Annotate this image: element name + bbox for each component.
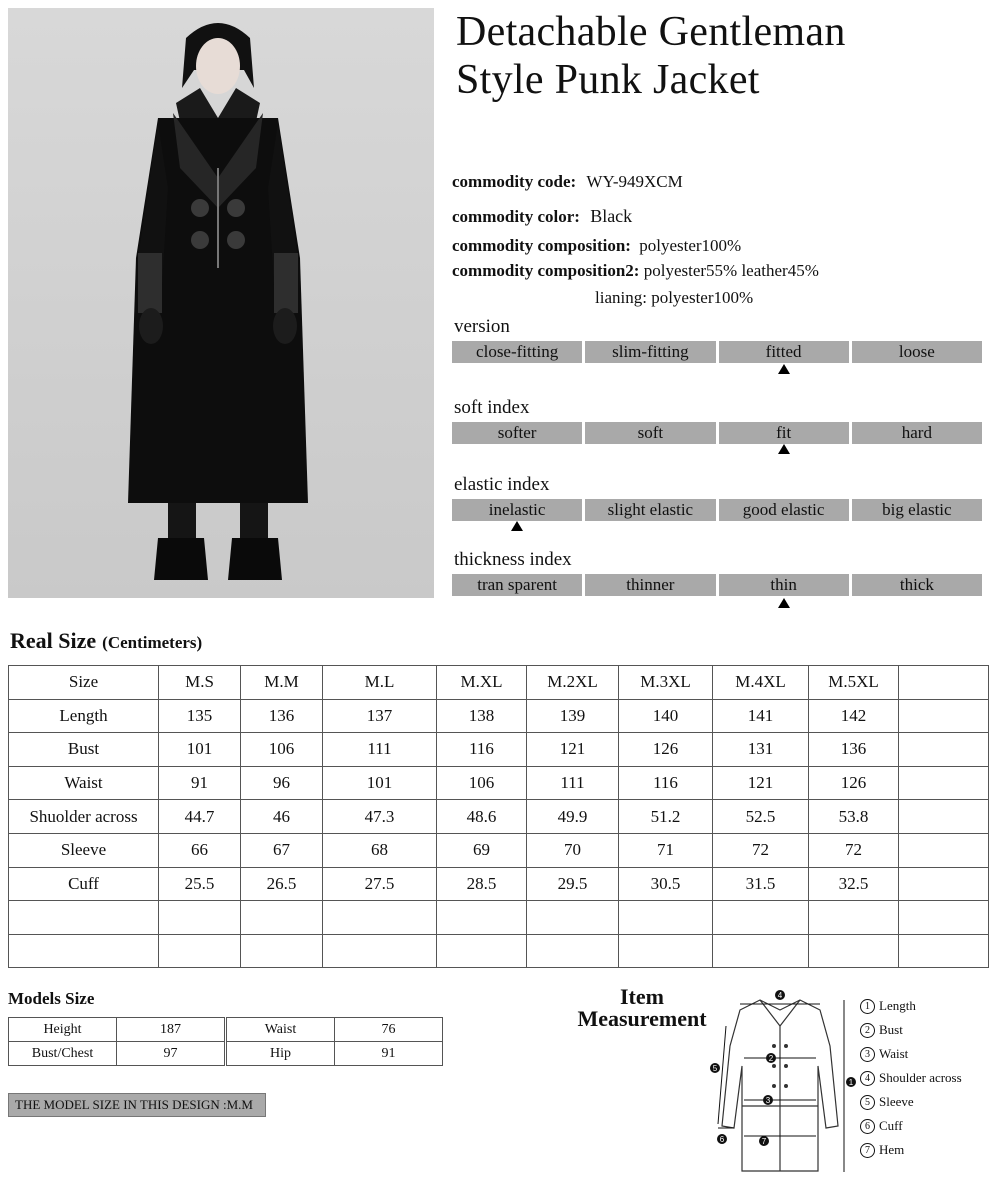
size-value-cell [437, 934, 527, 968]
size-value-cell [713, 901, 809, 935]
table-row [9, 901, 989, 935]
commodity-color-value: Black [590, 206, 633, 226]
legend-label: Shoulder across [879, 1070, 962, 1085]
coat-measurement-diagram [700, 986, 860, 1178]
size-value-cell: 67 [241, 833, 323, 867]
commodity-color-label: commodity color: [452, 207, 580, 226]
diagram-marker-2: 2 [768, 1054, 774, 1063]
size-value-cell: 46 [241, 800, 323, 834]
model-measure-value: 187 [117, 1018, 225, 1042]
item-measurement-title [562, 986, 722, 1030]
commodity-lining-label: lianing: [595, 288, 647, 307]
model-measure-label: Waist [227, 1018, 335, 1042]
commodity-composition2-label: commodity composition2: [452, 261, 640, 280]
model-measure-label: Height [9, 1018, 117, 1042]
size-value-cell: 121 [527, 733, 619, 767]
size-value-cell: 106 [437, 766, 527, 800]
size-value-cell: 25.5 [159, 867, 241, 901]
size-value-cell [527, 934, 619, 968]
soft-index-option: softer [452, 422, 582, 444]
legend-item [860, 994, 962, 1018]
commodity-composition [452, 236, 741, 256]
size-value-cell: 137 [323, 699, 437, 733]
size-value-cell: 51.2 [619, 800, 713, 834]
size-value-cell: 135 [159, 699, 241, 733]
table-row [9, 867, 989, 901]
model-measure-value: 97 [117, 1042, 225, 1066]
size-value-cell: 111 [527, 766, 619, 800]
size-value-cell: 72 [809, 833, 899, 867]
size-value-cell: 31.5 [713, 867, 809, 901]
table-row [227, 1042, 443, 1066]
measure-name-cell: Shuolder across [9, 800, 159, 834]
models-table-left [8, 1017, 225, 1066]
size-value-cell: 29.5 [527, 867, 619, 901]
size-value-cell [619, 901, 713, 935]
model-measure-label: Bust/Chest [9, 1042, 117, 1066]
size-value-cell [619, 934, 713, 968]
table-row [9, 934, 989, 968]
version-selected-marker [778, 364, 790, 374]
size-value-cell: 138 [437, 699, 527, 733]
size-header-cell: M.XL [437, 666, 527, 700]
legend-number: 1 [860, 999, 875, 1014]
table-row [9, 766, 989, 800]
size-value-cell: 136 [241, 699, 323, 733]
size-value-cell [899, 901, 989, 935]
legend-number: 6 [860, 1119, 875, 1134]
elastic-index-option: inelastic [452, 499, 582, 521]
size-value-cell: 68 [323, 833, 437, 867]
size-header-cell: M.L [323, 666, 437, 700]
product-title-line1: Detachable Gentleman [456, 9, 846, 55]
size-value-cell: 101 [323, 766, 437, 800]
models-table-right [226, 1017, 443, 1066]
commodity-composition-label: commodity composition: [452, 236, 631, 255]
measure-name-cell [9, 934, 159, 968]
legend-number: 5 [860, 1095, 875, 1110]
thickness-index-selected-marker [778, 598, 790, 608]
size-header-cell: M.2XL [527, 666, 619, 700]
diagram-marker-3: 3 [765, 1096, 771, 1105]
commodity-composition-value: polyester100% [639, 236, 742, 255]
size-value-cell: 140 [619, 699, 713, 733]
size-header-cell: M.5XL [809, 666, 899, 700]
commodity-lining [595, 288, 753, 308]
size-value-cell: 139 [527, 699, 619, 733]
size-value-cell: 49.9 [527, 800, 619, 834]
version-title: version [454, 316, 510, 337]
legend-number: 7 [860, 1143, 875, 1158]
size-header-cell: M.S [159, 666, 241, 700]
soft-index-selected-marker [778, 444, 790, 454]
size-value-cell [527, 901, 619, 935]
size-value-cell: 69 [437, 833, 527, 867]
version-option: fitted [719, 341, 849, 363]
size-value-cell: 141 [713, 699, 809, 733]
size-value-cell [713, 934, 809, 968]
commodity-code-value: WY-949XCM [586, 172, 683, 191]
version-option: loose [852, 341, 982, 363]
product-photo [8, 8, 434, 598]
soft-index-option: hard [852, 422, 982, 444]
commodity-color [452, 206, 632, 227]
size-value-cell: 121 [713, 766, 809, 800]
size-value-cell: 116 [437, 733, 527, 767]
version-option: slim-fitting [585, 341, 715, 363]
size-value-cell [159, 901, 241, 935]
size-value-cell: 72 [713, 833, 809, 867]
real-size-heading [10, 628, 202, 654]
size-value-cell: 91 [159, 766, 241, 800]
real-size-title: Real Size [10, 628, 97, 653]
size-value-cell: 32.5 [809, 867, 899, 901]
thickness-index-bar [452, 574, 982, 596]
elastic-index-bar [452, 499, 982, 521]
model-figure [8, 8, 434, 598]
size-value-cell: 136 [809, 733, 899, 767]
diagram-marker-7: 7 [761, 1137, 767, 1146]
size-value-cell: 30.5 [619, 867, 713, 901]
measure-name-cell: Waist [9, 766, 159, 800]
thickness-index-title: thickness index [454, 549, 572, 570]
size-value-cell: 111 [323, 733, 437, 767]
legend-label: Sleeve [879, 1094, 914, 1109]
size-value-cell [899, 800, 989, 834]
thickness-index-option: tran sparent [452, 574, 582, 596]
size-value-cell [899, 766, 989, 800]
measure-name-cell: Bust [9, 733, 159, 767]
legend-label: Bust [879, 1022, 903, 1037]
diagram-marker-5: 5 [712, 1064, 718, 1073]
version-option: close-fitting [452, 341, 582, 363]
elastic-index-option: good elastic [719, 499, 849, 521]
legend-number: 2 [860, 1023, 875, 1038]
legend-item [860, 1090, 962, 1114]
legend-label: Waist [879, 1046, 909, 1061]
soft-index-title: soft index [454, 397, 530, 418]
model-measure-value: 91 [335, 1042, 443, 1066]
table-row [9, 1018, 225, 1042]
table-row [9, 699, 989, 733]
size-value-cell [159, 934, 241, 968]
diagram-marker-6: 6 [719, 1135, 725, 1144]
size-value-cell: 28.5 [437, 867, 527, 901]
size-value-cell: 106 [241, 733, 323, 767]
size-value-cell [899, 699, 989, 733]
model-size-note: THE MODEL SIZE IN THIS DESIGN :M.M [8, 1093, 266, 1117]
size-header-cell [899, 666, 989, 700]
size-value-cell: 101 [159, 733, 241, 767]
soft-index-option: fit [719, 422, 849, 444]
legend-number: 4 [860, 1071, 875, 1086]
legend-label: Hem [879, 1142, 905, 1157]
product-title-line2: Style Punk Jacket [456, 57, 760, 103]
models-size-title: Models Size [8, 989, 95, 1008]
commodity-composition2 [452, 261, 819, 281]
commodity-composition2-value: polyester55% leather45% [643, 261, 819, 280]
size-table-body [9, 666, 989, 968]
table-row [9, 733, 989, 767]
item-measurement-title-line2: Measurement [577, 1006, 707, 1031]
size-value-cell: 44.7 [159, 800, 241, 834]
size-value-cell: 48.6 [437, 800, 527, 834]
size-value-cell: 126 [619, 733, 713, 767]
elastic-index-selected-marker [511, 521, 523, 531]
elastic-index-option: slight elastic [585, 499, 715, 521]
size-value-cell [241, 934, 323, 968]
thickness-index-option: thinner [585, 574, 715, 596]
size-value-cell [809, 934, 899, 968]
real-size-unit: (Centimeters) [102, 633, 203, 652]
size-value-cell: 47.3 [323, 800, 437, 834]
size-value-cell: 96 [241, 766, 323, 800]
diagram-marker-4: 4 [777, 991, 783, 1000]
size-value-cell: 70 [527, 833, 619, 867]
size-column-header: Size [9, 666, 159, 700]
measure-name-cell [9, 901, 159, 935]
soft-index-option: soft [585, 422, 715, 444]
size-value-cell: 53.8 [809, 800, 899, 834]
measure-name-cell: Cuff [9, 867, 159, 901]
size-value-cell [323, 934, 437, 968]
size-value-cell: 131 [713, 733, 809, 767]
size-value-cell: 66 [159, 833, 241, 867]
table-row [9, 1042, 225, 1066]
commodity-lining-value: polyester100% [651, 288, 754, 307]
table-row [9, 833, 989, 867]
size-value-cell: 142 [809, 699, 899, 733]
size-value-cell: 52.5 [713, 800, 809, 834]
size-value-cell [899, 733, 989, 767]
size-value-cell [809, 901, 899, 935]
size-header-cell: M.M [241, 666, 323, 700]
size-header-cell: M.3XL [619, 666, 713, 700]
soft-index-bar [452, 422, 982, 444]
item-measurement-title-line1: Item [620, 984, 664, 1009]
size-value-cell: 27.5 [323, 867, 437, 901]
legend-item [860, 1066, 962, 1090]
size-value-cell: 116 [619, 766, 713, 800]
size-table [8, 665, 989, 968]
size-value-cell [241, 901, 323, 935]
measure-name-cell: Sleeve [9, 833, 159, 867]
thickness-index-option: thin [719, 574, 849, 596]
commodity-code [452, 172, 683, 192]
thickness-index-option: thick [852, 574, 982, 596]
legend-item [860, 1018, 962, 1042]
size-header-cell: M.4XL [713, 666, 809, 700]
legend-item [860, 1138, 962, 1162]
size-value-cell: 71 [619, 833, 713, 867]
model-measure-value: 76 [335, 1018, 443, 1042]
legend-item [860, 1042, 962, 1066]
table-row [9, 800, 989, 834]
product-title [456, 8, 846, 104]
size-value-cell [437, 901, 527, 935]
legend-label: Length [879, 998, 916, 1013]
legend-number: 3 [860, 1047, 875, 1062]
version-bar [452, 341, 982, 363]
elastic-index-option: big elastic [852, 499, 982, 521]
size-value-cell: 26.5 [241, 867, 323, 901]
table-header-row [9, 666, 989, 700]
table-row [227, 1018, 443, 1042]
measure-name-cell: Length [9, 699, 159, 733]
legend-label: Cuff [879, 1118, 903, 1133]
size-value-cell [899, 934, 989, 968]
elastic-index-title: elastic index [454, 474, 550, 495]
size-value-cell [323, 901, 437, 935]
size-value-cell: 126 [809, 766, 899, 800]
size-value-cell [899, 833, 989, 867]
commodity-code-label: commodity code: [452, 172, 577, 191]
measurement-legend [860, 994, 962, 1162]
size-value-cell [899, 867, 989, 901]
legend-item [860, 1114, 962, 1138]
model-measure-label: Hip [227, 1042, 335, 1066]
diagram-marker-1: 1 [848, 1078, 854, 1087]
